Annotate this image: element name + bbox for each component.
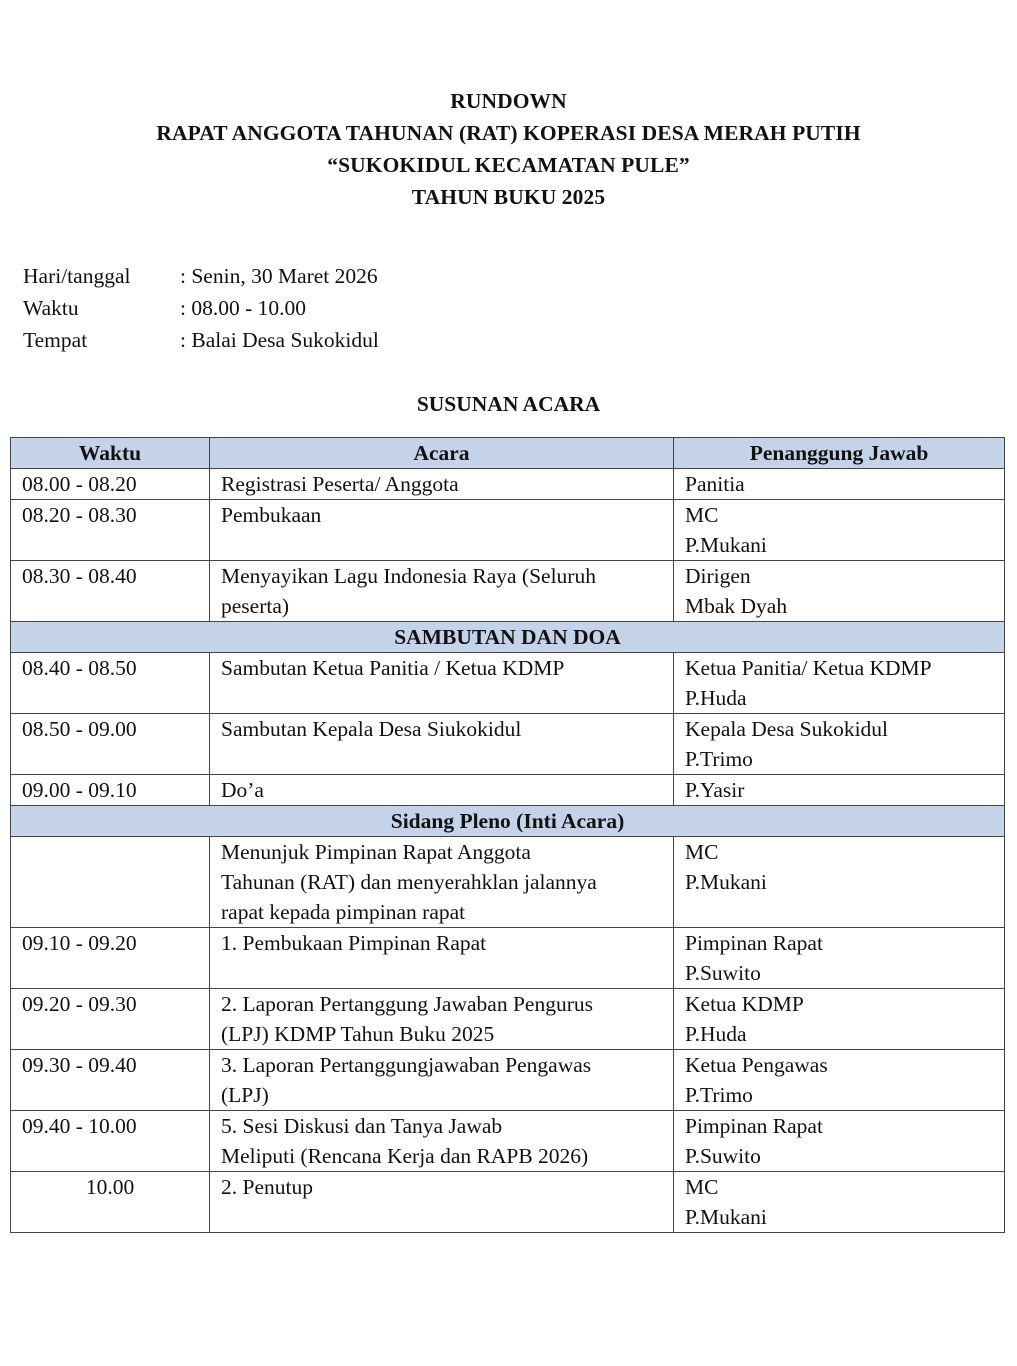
pic-cell [674, 989, 1005, 1050]
time-cell: 09.20 - 09.30 [11, 989, 210, 1050]
event-line: rapat kepada pimpinan rapat [221, 900, 466, 924]
event-line: Do’a [221, 778, 264, 802]
table-row [11, 837, 1005, 928]
info-value: : Senin, 30 Maret 2026 [180, 264, 378, 288]
info-label: Waktu [23, 296, 79, 320]
event-line: Sambutan Kepala Desa Siukokidul [221, 717, 522, 741]
time-cell: 09.00 - 09.10 [11, 775, 210, 806]
event-line: Registrasi Peserta/ Anggota [221, 472, 459, 496]
pic-cell [674, 1172, 1005, 1233]
pic-line: MC [685, 1175, 719, 1199]
info-value: : 08.00 - 10.00 [180, 296, 307, 320]
table-row [11, 500, 1005, 561]
pic-cell [674, 561, 1005, 622]
event-line: 3. Laporan Pertanggungjawaban Pengawas [221, 1053, 592, 1077]
section-heading: SAMBUTAN DAN DOA [11, 622, 1005, 653]
time-cell: 09.10 - 09.20 [11, 928, 210, 989]
pic-cell [674, 653, 1005, 714]
event-cell [210, 1050, 674, 1111]
pic-cell [674, 837, 1005, 928]
pic-line: Pimpinan Rapat [685, 931, 823, 955]
table-row [11, 714, 1005, 775]
event-info [23, 260, 379, 356]
pic-line: P.Trimo [685, 1083, 753, 1107]
info-label: Tempat [23, 328, 88, 352]
event-cell [210, 775, 674, 806]
column-header: Acara [210, 438, 674, 469]
pic-line: MC [685, 503, 719, 527]
document-title [0, 85, 1017, 213]
title-event: RAPAT ANGGOTA TAHUNAN (RAT) KOPERASI DESA MERAH PUTIH [156, 121, 861, 145]
table-row [11, 653, 1005, 714]
pic-line: Panitia [685, 472, 745, 496]
table-row [11, 775, 1005, 806]
event-cell [210, 1111, 674, 1172]
event-cell [210, 714, 674, 775]
info-row-time [23, 292, 379, 324]
pic-line: Ketua Panitia/ Ketua KDMP [685, 656, 932, 680]
event-line: Tahunan (RAT) dan menyerahklan jalannya [221, 870, 597, 894]
event-cell [210, 500, 674, 561]
time-cell: 08.20 - 08.30 [11, 500, 210, 561]
table-row [11, 469, 1005, 500]
info-label: Hari/tanggal [23, 264, 131, 288]
pic-line: P.Huda [685, 686, 747, 710]
table-header-row [11, 438, 1005, 469]
event-line: (LPJ) [221, 1083, 269, 1107]
time-cell: 08.00 - 08.20 [11, 469, 210, 500]
time-cell: 10.00 [11, 1172, 210, 1233]
column-header: Waktu [11, 438, 210, 469]
pic-line: Dirigen [685, 564, 751, 588]
pic-line: Mbak Dyah [685, 594, 788, 618]
info-row-place [23, 324, 379, 356]
pic-line: Kepala Desa Sukokidul [685, 717, 889, 741]
rundown-table [10, 437, 1005, 1233]
section-row [11, 806, 1005, 837]
section-title: SUSUNAN ACARA [416, 392, 601, 416]
event-line: 5. Sesi Diskusi dan Tanya Jawab [221, 1114, 503, 1138]
event-line: peserta) [221, 594, 290, 618]
time-cell: 08.40 - 08.50 [11, 653, 210, 714]
pic-line: Ketua Pengawas [685, 1053, 828, 1077]
table-row [11, 1111, 1005, 1172]
info-row-date [23, 260, 379, 292]
event-cell [210, 653, 674, 714]
pic-line: P.Mukani [685, 1205, 767, 1229]
pic-line: P.Suwito [685, 1144, 761, 1168]
event-line: 1. Pembukaan Pimpinan Rapat [221, 931, 487, 955]
time-cell: 09.30 - 09.40 [11, 1050, 210, 1111]
pic-line: Pimpinan Rapat [685, 1114, 823, 1138]
time-cell [11, 837, 210, 928]
pic-cell [674, 1111, 1005, 1172]
title-rundown: RUNDOWN [450, 89, 567, 113]
pic-cell [674, 775, 1005, 806]
time-cell: 08.50 - 09.00 [11, 714, 210, 775]
event-cell [210, 928, 674, 989]
event-line: 2. Laporan Pertanggung Jawaban Pengurus [221, 992, 593, 1016]
event-line: Meliputi (Rencana Kerja dan RAPB 2026) [221, 1144, 589, 1168]
pic-cell [674, 928, 1005, 989]
column-header: Penanggung Jawab [674, 438, 1005, 469]
table-row [11, 1050, 1005, 1111]
title-organization: “SUKOKIDUL KECAMATAN PULE” [327, 153, 690, 177]
title-fiscal-year: TAHUN BUKU 2025 [411, 185, 606, 209]
event-line: Sambutan Ketua Panitia / Ketua KDMP [221, 656, 565, 680]
pic-cell [674, 1050, 1005, 1111]
table-row [11, 928, 1005, 989]
event-line: 2. Penutup [221, 1175, 313, 1199]
table-row [11, 1172, 1005, 1233]
event-cell [210, 837, 674, 928]
info-value: : Balai Desa Sukokidul [180, 328, 379, 352]
event-cell [210, 1172, 674, 1233]
time-cell: 08.30 - 08.40 [11, 561, 210, 622]
pic-line: P.Suwito [685, 961, 761, 985]
pic-line: P.Huda [685, 1022, 747, 1046]
pic-line: Ketua KDMP [685, 992, 804, 1016]
event-line: Menunjuk Pimpinan Rapat Anggota [221, 840, 531, 864]
event-line: Menyayikan Lagu Indonesia Raya (Seluruh [221, 564, 596, 588]
pic-cell [674, 469, 1005, 500]
table-row [11, 989, 1005, 1050]
pic-line: MC [685, 840, 719, 864]
event-line: (LPJ) KDMP Tahun Buku 2025 [221, 1022, 495, 1046]
pic-cell [674, 500, 1005, 561]
time-cell: 09.40 - 10.00 [11, 1111, 210, 1172]
event-cell [210, 469, 674, 500]
section-heading: Sidang Pleno (Inti Acara) [11, 806, 1005, 837]
pic-line: P.Yasir [685, 778, 745, 802]
pic-line: P.Mukani [685, 533, 767, 557]
event-line: Pembukaan [221, 503, 322, 527]
pic-cell [674, 714, 1005, 775]
table-row [11, 561, 1005, 622]
event-cell [210, 561, 674, 622]
pic-line: P.Trimo [685, 747, 753, 771]
section-row [11, 622, 1005, 653]
event-cell [210, 989, 674, 1050]
pic-line: P.Mukani [685, 870, 767, 894]
